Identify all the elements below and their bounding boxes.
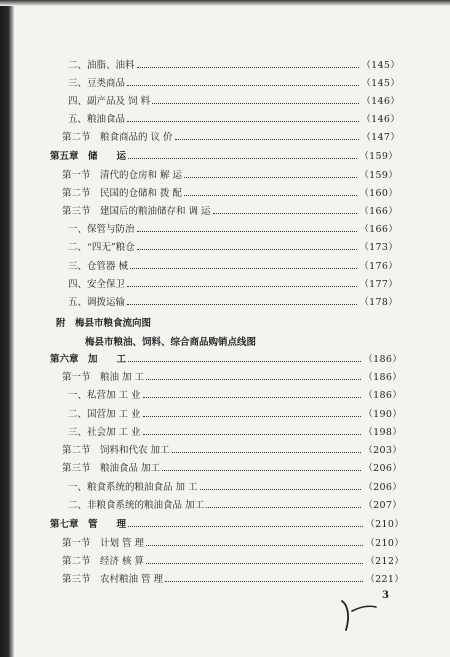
toc-entry-label: 第三节 粮油食品 加工 — [62, 463, 161, 474]
toc-chapter-label: 第七章 管 理 — [50, 519, 127, 530]
toc-entry-page: （206） — [363, 463, 402, 474]
dot-leader — [172, 452, 362, 453]
dot-leader — [127, 121, 359, 122]
toc-entry — [0, 127, 450, 145]
dot-leader — [143, 397, 362, 398]
dot-leader — [127, 286, 357, 287]
toc-entry-page: （186） — [363, 354, 402, 365]
dot-leader — [184, 195, 357, 196]
toc-entry-page: （206） — [363, 482, 402, 493]
toc-entry-label: 五、粮油食品 — [68, 114, 126, 125]
toc-entry — [0, 551, 450, 569]
dot-leader — [137, 249, 358, 250]
dot-leader — [206, 507, 361, 508]
toc-entry — [0, 274, 450, 292]
toc-entry — [0, 367, 450, 385]
toc-chapter — [0, 146, 450, 164]
toc-entry-label: 第二节 经济 核 算 — [62, 556, 145, 567]
toc-entry — [0, 404, 450, 422]
toc-entry-page: （198） — [363, 427, 402, 438]
appendix-title: 附 梅县市粮食流向图 — [56, 318, 152, 329]
toc-entry-page: （146） — [361, 114, 400, 125]
toc-entry — [0, 477, 450, 495]
dot-leader — [200, 489, 362, 490]
toc-entry-page: （145） — [361, 60, 400, 71]
toc-entry-page: （203） — [363, 445, 402, 456]
toc-entry — [0, 91, 450, 109]
toc-entry-page: （159） — [359, 170, 398, 181]
toc-entry — [0, 385, 450, 403]
toc-entry-label: 四、安全保卫 — [68, 279, 126, 290]
toc-entry-page: （166） — [359, 206, 398, 217]
toc-entry — [0, 440, 450, 458]
toc-entry-label: 第二节 粮食商品的 议 价 — [62, 132, 173, 143]
dot-leader — [143, 416, 362, 417]
toc-entry-label: 四、副产品及 饲 料 — [68, 96, 151, 107]
dot-leader — [175, 139, 360, 140]
toc-chapter — [0, 514, 450, 532]
dot-leader — [127, 85, 359, 86]
toc-entry — [0, 533, 450, 551]
toc-entry — [0, 183, 450, 201]
toc-entry — [0, 569, 450, 587]
toc-entry — [0, 422, 450, 440]
dot-leader — [213, 213, 358, 214]
toc-entry-label: 二、国营加 工 业 — [68, 409, 141, 420]
toc-entry — [0, 55, 450, 73]
toc-entry — [0, 292, 450, 310]
toc-entry-label: 一、私营加 工 业 — [68, 390, 141, 401]
dot-leader — [137, 67, 360, 68]
toc-chapter-label: 第五章 储 运 — [50, 151, 127, 162]
toc-entry-page: （177） — [359, 279, 398, 290]
toc-entry — [0, 256, 450, 274]
toc-entry — [0, 458, 450, 476]
toc-entry-label: 第二节 饲料和代农 加工 — [62, 445, 170, 456]
toc-entry-page: （221） — [365, 574, 404, 585]
dot-leader — [137, 231, 358, 232]
toc-entry-page: （147） — [361, 132, 400, 143]
toc-entry-label: 二、非粮食系统的粮油食品 加工 — [68, 500, 205, 511]
toc-entry-label: 三、仓管器 械 — [68, 261, 129, 272]
toc-entry — [0, 495, 450, 513]
toc-entry-page: （210） — [365, 538, 404, 549]
dot-leader — [146, 545, 363, 546]
toc-entry-page: （166） — [359, 224, 398, 235]
dot-leader — [130, 268, 357, 269]
dot-leader — [143, 434, 362, 435]
dot-leader — [165, 581, 363, 582]
toc-entry-page: （173） — [359, 242, 398, 253]
dot-leader — [128, 361, 361, 362]
toc-entry-page: （207） — [363, 500, 402, 511]
toc-entry-page: （146） — [361, 96, 400, 107]
toc-entry-page: （210） — [365, 519, 404, 530]
dot-leader — [146, 379, 361, 380]
toc-entry-label: 三、豆类商品 — [68, 78, 126, 89]
handwritten-mark-icon — [338, 597, 378, 633]
toc-entry-page: （212） — [365, 556, 404, 567]
dot-leader — [152, 103, 359, 104]
toc-entry-page: （186） — [363, 372, 402, 383]
toc-entry-label: 第一节 清代的仓房和 解 运 — [62, 170, 183, 181]
page-number: 3 — [382, 590, 389, 601]
toc-entry-label: 一、粮食系统的粮油食品 加 工 — [68, 482, 198, 493]
toc-entry — [0, 201, 450, 219]
dot-leader — [128, 526, 363, 527]
toc-entry — [0, 165, 450, 183]
dot-leader — [162, 470, 361, 471]
appendix-subtitle: 梅县市粮油、饲料、综合商品购销点线图 — [85, 337, 257, 348]
toc-entry-label: 五、调拨运输 — [68, 297, 126, 308]
toc-entry — [0, 219, 450, 237]
toc-entry-label: 第一节 计划 管 理 — [62, 538, 145, 549]
toc-entry-page: （159） — [359, 151, 398, 162]
toc-entry-label: 第三节 农村粮油 管 理 — [62, 574, 164, 585]
toc-entry — [0, 237, 450, 255]
toc-entry-label: 一、保管与防治 — [68, 224, 135, 235]
toc-entry — [0, 109, 450, 127]
toc-entry-page: （145） — [361, 78, 400, 89]
toc-entry-page: （186） — [363, 390, 402, 401]
toc-entry-label: 第一节 粮油 加 工 — [62, 372, 145, 383]
dot-leader — [128, 158, 357, 159]
toc-entry-label: 三、社会加 工 业 — [68, 427, 141, 438]
toc-entry-page: （176） — [359, 261, 398, 272]
toc-entry-page: （160） — [359, 188, 398, 199]
toc-entry-page: （190） — [363, 409, 402, 420]
dot-leader — [184, 177, 357, 178]
toc-entry-label: 第二节 民国的仓储和 拨 配 — [62, 188, 183, 199]
toc-entry-label: 二、“四无”粮仓 — [68, 242, 135, 253]
dot-leader — [146, 563, 363, 564]
toc-chapter-label: 第六章 加 工 — [50, 354, 127, 365]
dot-leader — [127, 304, 357, 305]
toc-chapter — [0, 349, 450, 367]
toc-entry-page: （178） — [359, 297, 398, 308]
toc-entry-label: 第三节 建国后的粮油储存和 调 运 — [62, 206, 211, 217]
toc-entry-label: 二、油脂、油料 — [68, 60, 135, 71]
toc-entry — [0, 73, 450, 91]
